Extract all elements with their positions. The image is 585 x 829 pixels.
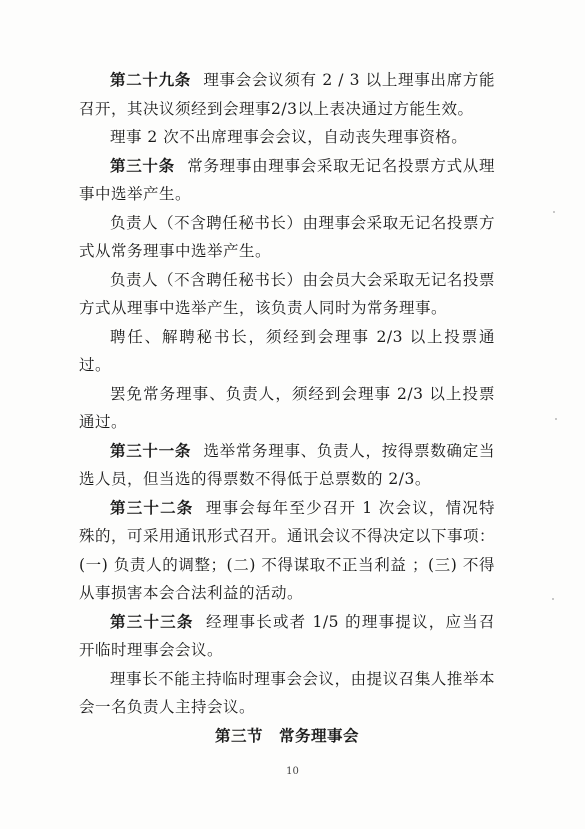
scan-speck — [553, 211, 555, 213]
paragraph-text: 理事会每年至少召开 1 次会议，情况特殊的，可采用通讯形式召开。通讯会议不得决定以下事项：(一) 负责人的调整；(二) 不得谋取不正当利益 ；(三) 不得从事损害本会合法利益的活动。 — [79, 498, 496, 602]
paragraph-text: 选举常务理事、负责人，按得票数确定当选人员，但当选的得票数不得低于总票数的 2/3。 — [79, 441, 495, 488]
paragraph-text: 理事长不能主持临时理事会会议，由提议召集人推举本会一名负责人主持会议。 — [79, 669, 495, 716]
paragraph — [79, 123, 495, 152]
article-heading: 第三十一条 — [110, 440, 192, 460]
paragraph-article-33 — [79, 608, 495, 665]
scan-speck — [552, 598, 554, 600]
scan-speck — [555, 418, 557, 420]
article-heading: 第二十九条 — [110, 70, 191, 89]
paragraph-article-29 — [79, 66, 495, 123]
paragraph — [79, 323, 495, 380]
article-heading: 第三十二条 — [110, 497, 194, 517]
paragraph-text: 负责人（不含聘任秘书长）由会员大会采取无记名投票方式从理事中选举产生，该负责人同时为常务理事。 — [79, 270, 495, 317]
paragraph-text: 理事会会议须有 2 / 3 以上理事出席方能召开，其决议须经到会理事2/3以上表决通过方能生效。 — [79, 71, 495, 118]
paragraph-article-32 — [79, 494, 495, 608]
paragraph-text: 理事 2 次不出席理事会会议，自动丧失理事资格。 — [110, 128, 468, 146]
paragraph — [79, 266, 495, 323]
paragraph-article-30 — [79, 152, 495, 209]
paragraph — [79, 665, 495, 722]
paragraph-text: 常务理事由理事会采取无记名投票方式从理事中选举产生。 — [79, 156, 495, 203]
article-heading: 第三十条 — [110, 155, 175, 175]
page-body — [79, 66, 495, 750]
paragraph-text: 负责人（不含聘任秘书长）由理事会采取无记名投票方式从常务理事中选举产生。 — [79, 213, 495, 260]
section-title: 第三节 常务理事会 — [214, 726, 359, 745]
page-number: 10 — [286, 766, 299, 777]
paragraph-text: 罢免常务理事、负责人，须经到会理事 2/3 以上投票通过。 — [79, 384, 495, 431]
paragraph-text: 经理事长或者 1/5 的理事提议，应当召开临时理事会会议。 — [79, 612, 495, 659]
article-heading: 第三十三条 — [110, 611, 194, 631]
paragraph — [79, 380, 495, 437]
paragraph-text: 聘任、解聘秘书长，须经到会理事 2/3 以上投票通过。 — [79, 327, 495, 374]
paragraph — [79, 209, 495, 266]
paragraph-article-31 — [79, 437, 495, 494]
